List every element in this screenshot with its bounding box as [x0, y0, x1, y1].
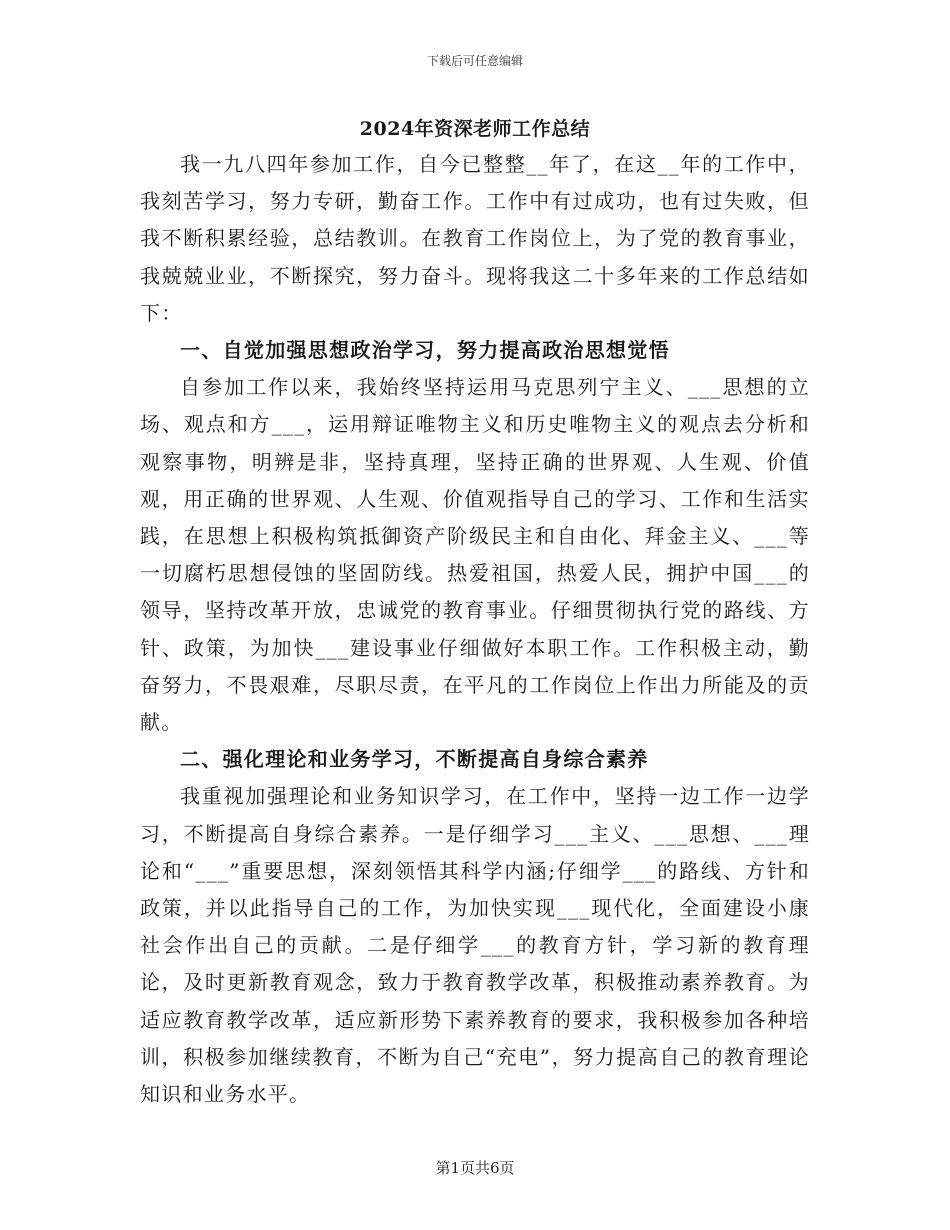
document-title: 2024年资深老师工作总结	[359, 118, 591, 140]
section-1-paragraph: 自参加工作以来，我始终坚持运用马克思列宁主义、___思想的立场、观点和方___，运用辩证唯物主义和历史唯物主义的观点去分析和观察事物，明辨是非，坚持真理，坚持正确的世界观、人生观、价值观，用正确的世界观、人生观、价值观指导自己的学习、工作和生活实践，在思想上积极构筑抵御资产阶级民主和自由化、拜金主义、___等一切腐朽思想侵蚀的坚固防线。热爱祖国，热爱人民，拥护中国___的领导，坚持改革开放，忠诚党的教育事业。仔细贯彻执行党的路线、方针、政策，为加快___建设事业仔细做好本职工作。工作积极主动，勤奋努力，不畏艰难，尽职尽责，在平凡的工作岗位上作出力所能及的贡献。	[140, 375, 810, 735]
intro-paragraph: 我一九八四年参加工作，自今已整整__年了，在这__年的工作中，我刻苦学习，努力专研，勤奋工作。工作中有过成功，也有过失败，但我不断积累经验，总结教训。在教育工作岗位上，为了党的教育事业，我兢兢业业，不断探究，努力奋斗。现将我这二十多年来的工作总结如下：	[140, 152, 810, 325]
section-2-heading: 二、强化理论和业务学习，不断提高自身综合素养	[180, 747, 649, 772]
section-1-heading: 一、自觉加强思想政治学习，努力提高政治思想觉悟	[180, 338, 670, 363]
download-note: 下载后可任意编辑	[426, 54, 523, 68]
page-indicator: 第1页共6页	[435, 1159, 515, 1177]
document-body	[140, 146, 810, 1113]
section-2-paragraph: 我重视加强理论和业务知识学习，在工作中，坚持一边工作一边学习，不断提高自身综合素养。一是仔细学习___主义、___思想、___理论和“___”重要思想，深刻领悟其科学内涵;仔细学___的路线、方针和政策，并以此指导自己的工作，为加快实现___现代化，全面建设小康社会作出自己的贡献。二是仔细学___的教育方针，学习新的教育理论，及时更新教育观念，致力于教育教学改革，积极推动素养教育。为适应教育教学改革，适应新形势下素养教育的要求，我积极参加各种培训，积极参加继续教育，不断为自己“充电”，努力提高自己的教育理论知识和业务水平。	[140, 784, 810, 1107]
